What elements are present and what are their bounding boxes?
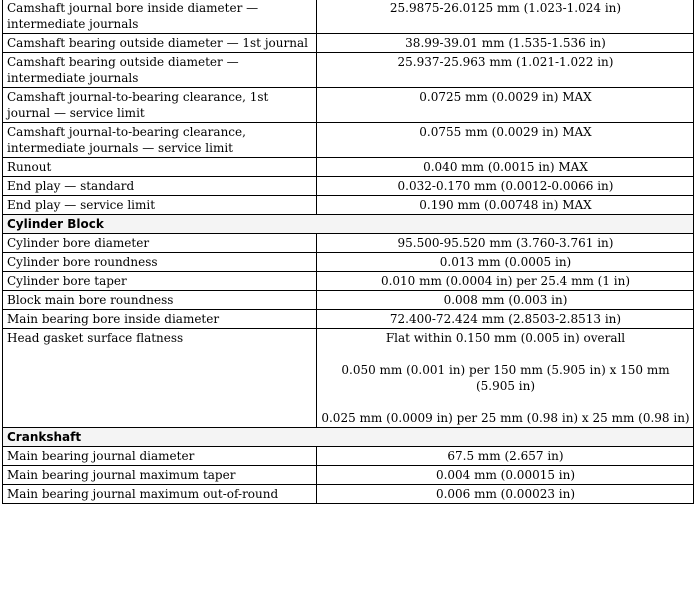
section-title: Cylinder Block (3, 215, 694, 234)
spec-value-line: 0.004 mm (0.00015 in) (435, 468, 576, 482)
spec-name: Main bearing journal diameter (3, 447, 317, 466)
spec-value-line: 95.500-95.520 mm (3.760-3.761 in) (397, 236, 614, 250)
spec-value (317, 196, 694, 215)
table-row (3, 272, 694, 291)
table-row (3, 196, 694, 215)
table-row (3, 485, 694, 504)
spec-value-line: 72.400-72.424 mm (2.8503-2.8513 in) (389, 312, 622, 326)
spec-name: Camshaft bearing outside diameter — intermediate journals (3, 53, 317, 88)
spec-value (317, 447, 694, 466)
table-row (3, 123, 694, 158)
table-row (3, 177, 694, 196)
spec-name: Main bearing journal maximum taper (3, 466, 317, 485)
table-row (3, 329, 694, 428)
spec-value-line: Flat within 0.150 mm (0.005 in) overall (385, 331, 626, 345)
spec-value-line: 0.006 mm (0.00023 in) (435, 487, 576, 501)
spec-name: Camshaft bearing outside diameter — 1st journal (3, 34, 317, 53)
spec-name: End play — service limit (3, 196, 317, 215)
spec-value-line: 25.937-25.963 mm (1.021-1.022 in) (397, 55, 614, 69)
table-row (3, 291, 694, 310)
spec-value-line: 0.040 mm (0.0015 in) MAX (423, 160, 588, 174)
spec-name: Runout (3, 158, 317, 177)
spec-value (317, 0, 694, 34)
spec-value (317, 329, 694, 428)
table-row (3, 466, 694, 485)
table-row (3, 234, 694, 253)
spec-name: Camshaft journal-to-bearing clearance, 1st journal — service limit (3, 88, 317, 123)
spec-value (317, 234, 694, 253)
spec-name: Main bearing journal maximum out-of-round (3, 485, 317, 504)
table-row (3, 0, 694, 34)
specifications-table (2, 0, 694, 504)
section-header-row (3, 215, 694, 234)
spec-value (317, 88, 694, 123)
spec-name: End play — standard (3, 177, 317, 196)
table-row (3, 53, 694, 88)
spec-value (317, 272, 694, 291)
table-row (3, 158, 694, 177)
spec-value-line: 0.0755 mm (0.0029 in) MAX (419, 125, 592, 139)
spec-value-line: 0.0725 mm (0.0029 in) MAX (419, 90, 592, 104)
spec-value-line: 0.010 mm (0.0004 in) per 25.4 mm (1 in) (380, 274, 631, 288)
spec-name: Camshaft journal-to-bearing clearance, intermediate journals — service limit (3, 123, 317, 158)
spec-value (317, 177, 694, 196)
spec-value (317, 158, 694, 177)
spec-value (317, 466, 694, 485)
spec-name: Cylinder bore taper (3, 272, 317, 291)
spec-value-line: 0.190 mm (0.00748 in) MAX (419, 198, 592, 212)
spec-value-line: 67.5 mm (2.657 in) (447, 449, 564, 463)
spec-value-line: 0.050 mm (0.001 in) per 150 mm (5.905 in) x 150 mm (5.905 in) (341, 363, 670, 393)
section-title: Crankshaft (3, 428, 694, 447)
table-row (3, 253, 694, 272)
spec-value (317, 253, 694, 272)
spec-value-line: 0.025 mm (0.0009 in) per 25 mm (0.98 in) x 25 mm (0.98 in) (321, 411, 690, 425)
spec-name: Cylinder bore diameter (3, 234, 317, 253)
table-row (3, 34, 694, 53)
spec-value-line: 0.013 mm (0.0005 in) (439, 255, 572, 269)
spec-name: Block main bore roundness (3, 291, 317, 310)
spec-value (317, 291, 694, 310)
table-row (3, 447, 694, 466)
spec-value (317, 485, 694, 504)
section-header-row (3, 428, 694, 447)
spec-name: Main bearing bore inside diameter (3, 310, 317, 329)
spec-value-line: 25.9875-26.0125 mm (1.023-1.024 in) (389, 1, 622, 15)
spec-value (317, 310, 694, 329)
spec-value-line: 38.99-39.01 mm (1.535-1.536 in) (405, 36, 606, 50)
spec-name: Cylinder bore roundness (3, 253, 317, 272)
spec-value (317, 34, 694, 53)
spec-value (317, 123, 694, 158)
spec-name: Head gasket surface flatness (3, 329, 317, 428)
spec-name: Camshaft journal bore inside diameter — intermediate journals (3, 0, 317, 34)
spec-value (317, 53, 694, 88)
table-row (3, 88, 694, 123)
table-row (3, 310, 694, 329)
spec-value-line: 0.008 mm (0.003 in) (443, 293, 568, 307)
spec-value-line: 0.032-0.170 mm (0.0012-0.0066 in) (397, 179, 614, 193)
